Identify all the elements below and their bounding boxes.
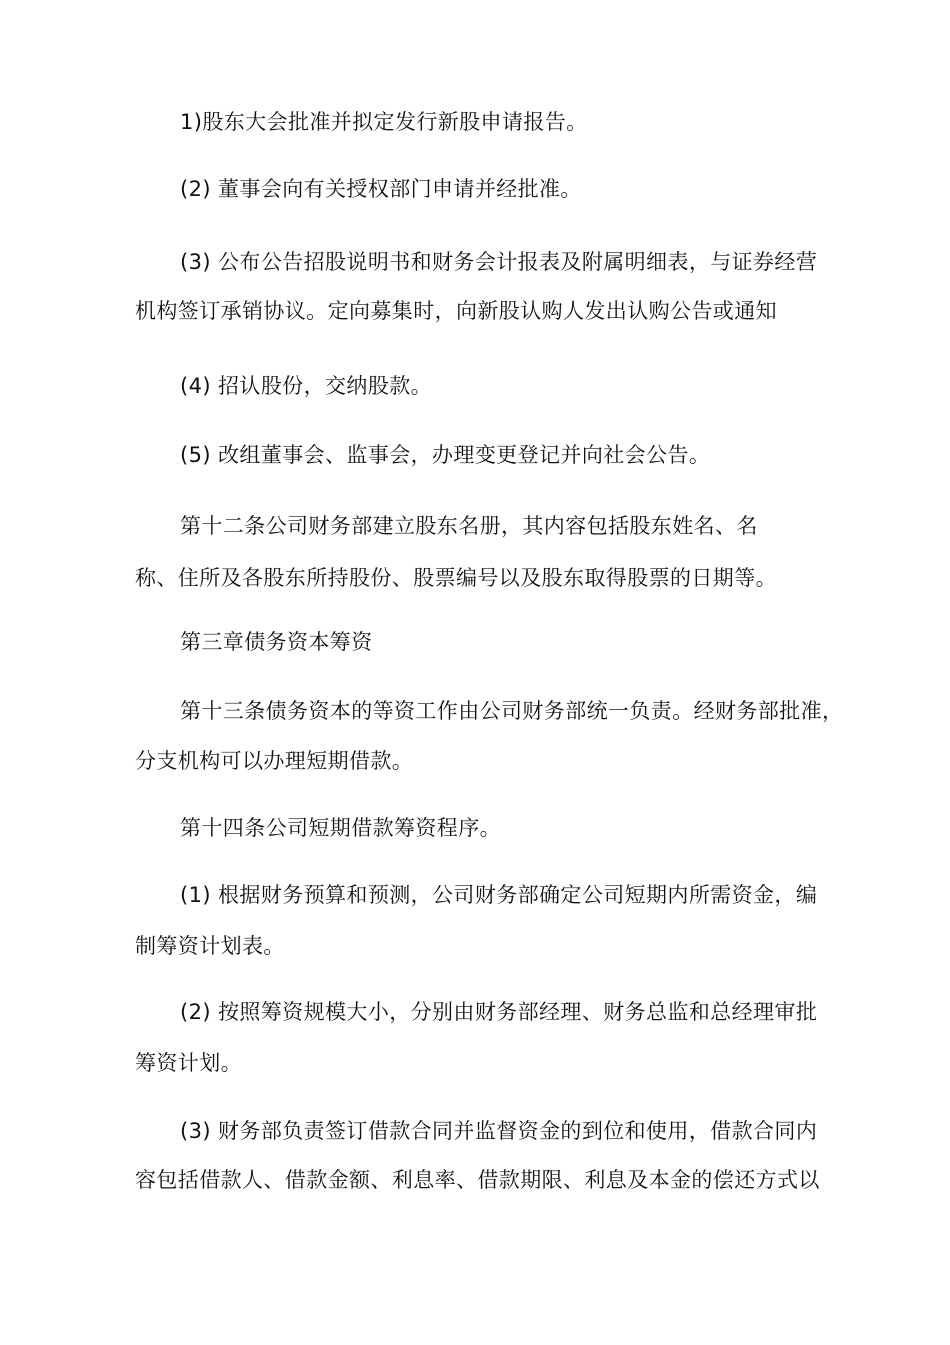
text-line-10: 第十三条债务资本的等资工作由公司财务部统一负责。经财务部批准， <box>180 699 844 723</box>
text-line-15: (2) 按照筹资规模大小，分别由财务部经理、财务总监和总经理审批 <box>180 1000 818 1024</box>
text-line-17: (3) 财务部负责签订借款合同并监督资金的到位和使用，借款合同内 <box>180 1119 818 1143</box>
text-line-7: 第十二条公司财务部建立股东名册，其内容包括股东姓名、名 <box>180 514 758 538</box>
text-line-3: (3) 公布公告招股说明书和财务会计报表及附属明细表，与证券经营 <box>180 250 818 274</box>
text-line-5: (4) 招认股份，交纳股款。 <box>180 374 433 398</box>
text-line-11: 分支机构可以办理短期借款。 <box>135 749 414 773</box>
text-line-18: 容包括借款人、借款金额、利息率、借款期限、利息及本金的偿还方式以 <box>135 1168 820 1192</box>
text-line-6: (5) 改组董事会、监事会，办理变更登记并向社会公告。 <box>180 443 711 467</box>
text-line-16: 筹资计划。 <box>135 1051 242 1075</box>
text-line-1: 1)股东大会批准并拟定发行新股申请报告。 <box>180 110 588 134</box>
text-line-9: 第三章债务资本筹资 <box>180 630 373 654</box>
text-line-4: 机构签订承销协议。定向募集时，向新股认购人发出认购公告或通知 <box>135 299 777 323</box>
text-line-13: (1) 根据财务预算和预测，公司财务部确定公司短期内所需资金，编 <box>180 883 818 907</box>
text-line-2: (2) 董事会向有关授权部门申请并经批准。 <box>180 177 582 201</box>
text-line-8: 称、住所及各股东所持股份、股票编号以及股东取得股票的日期等。 <box>135 566 777 590</box>
text-line-12: 第十四条公司短期借款筹资程序。 <box>180 816 501 840</box>
text-line-14: 制筹资计划表。 <box>135 934 285 958</box>
